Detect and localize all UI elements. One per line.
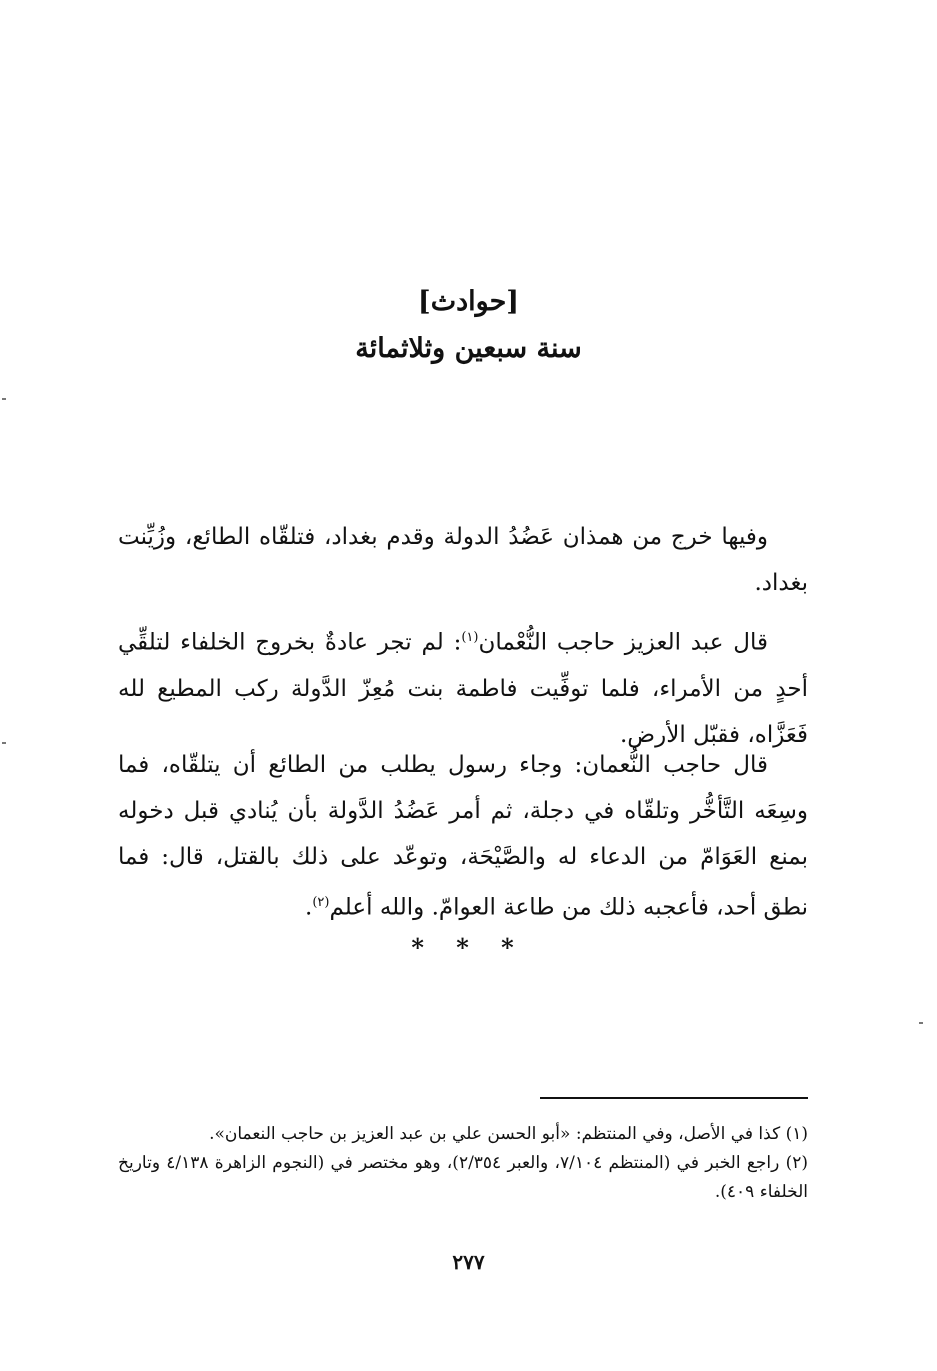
paragraph-2 xyxy=(118,615,808,758)
page-number: ٢٧٧ xyxy=(452,1250,485,1274)
footnote-2-number: (٢) xyxy=(785,1153,808,1173)
footnote-1-number: (١) xyxy=(785,1124,808,1144)
scan-mark xyxy=(2,742,6,744)
paragraph-3-part-1: قال حاجب النُّعمان: وجاء رسول يطلب من الطائع أن يتلقّاه، فما وسِعَه التَّأخُّر وتلقّاه في دجلة، ثم أمر عَضُدُ الدَّولة بأن يُنادي قبل دخوله بمنع العَوَامّ من الدعاء له والصَّيْحَة، وتوعّد على ذلك بالقتل، قال: فما نطق أحد، فأعجبه ذلك من طاعة العوامّ. والله أعلم xyxy=(118,752,808,921)
paragraph-3-text xyxy=(118,742,808,931)
footnote-2 xyxy=(118,1149,808,1207)
paragraph-2-text xyxy=(118,615,808,758)
footnote-rule xyxy=(540,1097,808,1099)
paragraph-2-part-1: قال عبد العزيز حاجب النُّعْمان xyxy=(478,629,768,656)
paragraph-2-part-2: : لم تجر عادةٌ بخروج الخلفاء لتلقِّي أحدٍ من الأمراء، فلما توفِّيت فاطمة بنت مُعِزّ الدَّولة ركب المطيع لله فَعَزَّاه، فقبّل الأرض. xyxy=(118,629,808,748)
paragraph-3-part-2: . xyxy=(305,894,313,921)
scan-mark xyxy=(2,398,6,400)
paragraph-1-text: وفيها خرج من همذان عَضُدُ الدولة وقدم بغداد، فتلقّاه الطائع، وزُيِّنت بغداد. xyxy=(118,524,808,596)
scan-mark xyxy=(919,1022,923,1024)
footnote-1-text: كذا في الأصل، وفي المنتظم: «أبو الحسن علي بن عبد العزيز بن حاجب النعمان». xyxy=(209,1124,781,1144)
section-heading: [حوادث] xyxy=(417,286,520,317)
footnote-marker-2: (٢) xyxy=(312,895,330,910)
paragraph-1 xyxy=(118,514,808,606)
footnote-2-text: راجع الخبر في (المنتظم ٧/١٠٤، والعبر ٢/٣٥٤)، وهو مختصر في (النجوم الزاهرة ٤/١٣٨ وتاريخ الخلفاء ٤٠٩). xyxy=(118,1153,808,1202)
footnote-marker-1: (١) xyxy=(461,630,479,645)
footnotes xyxy=(118,1120,808,1207)
paragraph-3 xyxy=(118,742,808,931)
year-heading: سنة سبعين وثلاثمائة xyxy=(355,333,582,364)
section-separator: * * * xyxy=(411,933,526,962)
footnote-1 xyxy=(118,1120,808,1149)
